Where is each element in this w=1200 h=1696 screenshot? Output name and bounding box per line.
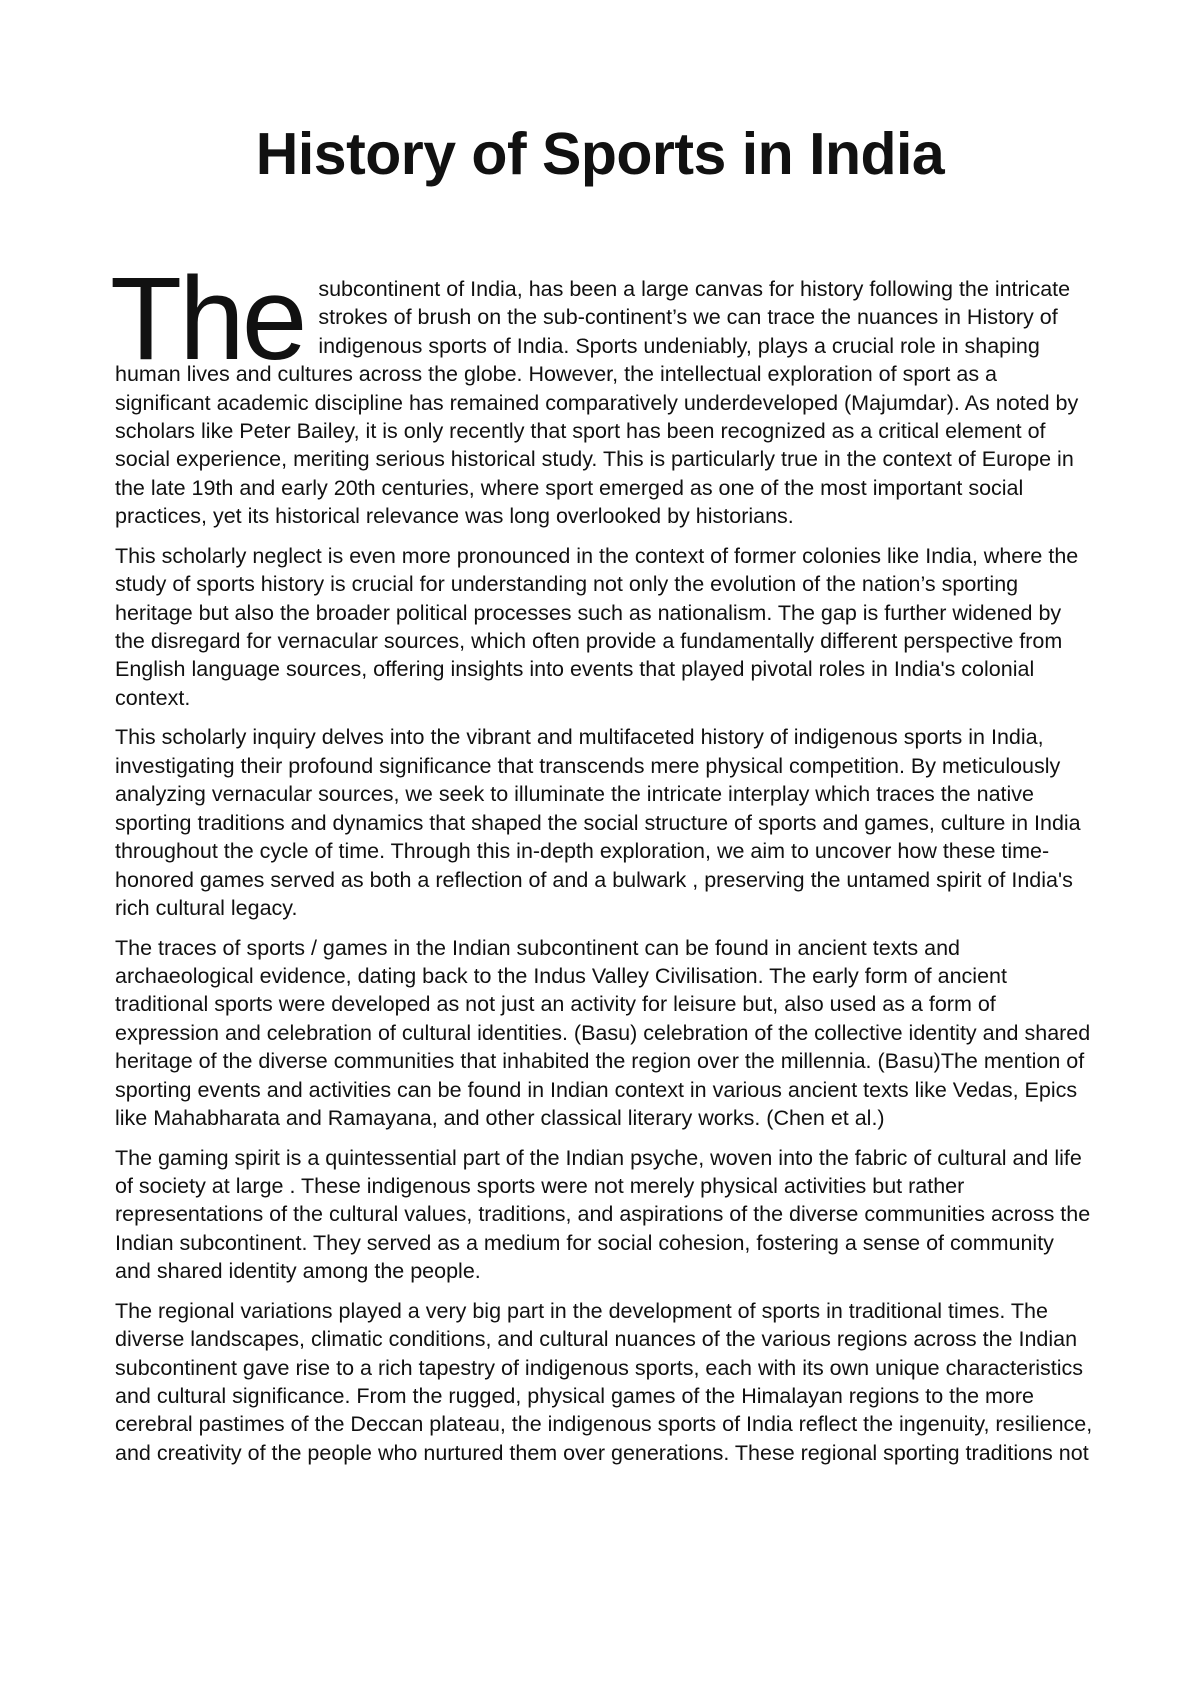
drop-cap: The [110,253,305,385]
paragraph-6: The regional variations played a very big part in the development of sports in traditional times. The diverse landscapes, climatic conditions, and cultural nuances of the various regions across the Indian subcontinent gave rise to a rich tapestry of indigenous sports, each with its own unique characteristics and cultural significance. From the rugged, physical games of the Himalayan regions to the more cerebral pastimes of the Deccan plateau, the indigenous sports of India reflect the ingenuity, resilience, and creativity of the people who nurtured them over generations. These regional sporting traditions not [115,1298,1093,1465]
paragraph-1 [110,253,1095,531]
paragraph-2: This scholarly neglect is even more pronounced in the context of former colonies like India, where the study of sports history is crucial for understanding not only the evolution of the nation’s sporting heritage but also the broader political processes such as nationalism. The gap is further widened by the disregard for vernacular sources, which often provide a fundamentally different perspective from English language sources, offering insights into events that played pivotal roles in India's colonial context. [115,543,1079,710]
document-body [110,253,1095,1478]
paragraph-1-text: subcontinent of India, has been a large canvas for history following the intricate strokes of brush on the sub-continent’s we can trace the nuances in History of indigenous sports of India. Sports undeniably, plays a crucial role in shaping human lives and cultures across the globe. However, the intellectual exploration of sport as a significant academic discipline has remained comparatively underdeveloped (Majumdar). As noted by scholars like Peter Bailey, it is only recently that sport has been recognized as a critical element of social experience, meriting serious historical study. This is particularly true in the context of Europe in the late 19th and early 20th centuries, where sport emerged as one of the most important social practices, yet its historical relevance was long overlooked by historians. [115,277,1079,529]
paragraph-4: The traces of sports / games in the Indian subcontinent can be found in ancient texts and archaeological evidence, dating back to the Indus Valley Civilisation. The early form of ancient traditional sports were developed as not just an activity for leisure but, also used as a form of expression and celebration of cultural identities. (Basu) celebration of the collective identity and shared heritage of the diverse communities that inhabited the region over the millennia. (Basu)The mention of sporting events and activities can be found in Indian context in various ancient texts like Vedas, Epics like Mahabharata and Ramayana, and other classical literary works. (Chen et al.) [115,935,1091,1130]
page-title: History of Sports in India [255,121,945,187]
paragraph-3: This scholarly inquiry delves into the vibrant and multifaceted history of indigenous sports in India, investigating their profound significance that transcends mere physical competition. By meticulously analyzing vernacular sources, we seek to illuminate the intricate interplay which traces the native sporting traditions and dynamics that shaped the social structure of sports and games, culture in India throughout the cycle of time. Through this in-depth exploration, we aim to uncover how these time-honored games served as both a reflection of and a bulwark , preserving the untamed spirit of India's rich cultural legacy. [115,725,1081,920]
paragraph-5: The gaming spirit is a quintessential part of the Indian psyche, woven into the fabric of cultural and life of society at large . These indigenous sports were not merely physical activities but rather representations of the cultural values, traditions, and aspirations of the diverse communities across the Indian subcontinent. They served as a medium for social cohesion, fostering a sense of community and shared identity among the people. [115,1145,1091,1284]
